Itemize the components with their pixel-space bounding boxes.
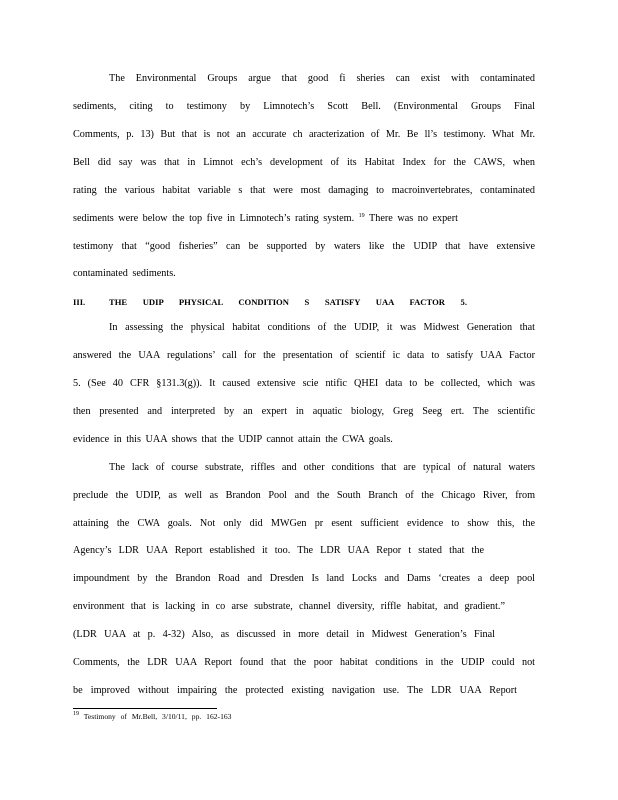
paragraph-line: (LDR UAA at p. 4-32) Also, as discussed in more detail in Midwest Generation’s Final	[73, 629, 495, 640]
paragraph-line: Comments, p. 13) But that is not an accurate ch aracterization of Mr. Be ll’s testimony. What Mr.	[73, 129, 535, 140]
heading-word: THE	[109, 297, 128, 307]
footnote-marker: 19	[73, 711, 79, 717]
paragraph-line: then presented and interpreted by an expert in aquatic biology, Greg Seeg ert. The scientific	[73, 406, 535, 417]
heading-word: CONDITION	[238, 297, 289, 307]
paragraph-line: Comments, the LDR UAA Report found that the poor habitat conditions in the UDIP could not	[73, 657, 535, 668]
footnote-separator	[73, 708, 217, 709]
paragraph-line: In assessing the physical habitat conditions of the UDIP, it was Midwest Generation that	[109, 322, 535, 333]
paragraph-line: sediments, citing to testimony by Limnotech’s Scott Bell. (Environmental Groups Final	[73, 101, 535, 112]
footnote-text: Testimony of Mr.Bell, 3/10/11, pp. 162-163	[83, 712, 232, 721]
paragraph-line: preclude the UDIP, as well as Brandon Pool and the South Branch of the Chicago River, from	[73, 490, 535, 501]
paragraph-line: Agency’s LDR UAA Report established it too. The LDR UAA Repor t stated that the	[73, 545, 484, 556]
paragraph-line: Bell did say was that in Limnot ech’s development of its Habitat Index for the CAWS, when	[73, 157, 535, 168]
paragraph-line: 5. (See 40 CFR §131.3(g)). It caused extensive scie ntific QHEI data to be collected, which was	[73, 378, 535, 389]
paragraph-line: answered the UAA regulations’ call for the presentation of scientif ic data to satisfy UAA Factor	[73, 350, 535, 361]
paragraph-line: rating the various habitat variable s that were most damaging to macroinvertebrates, contaminated	[73, 185, 535, 196]
paragraph-line: environment that is lacking in co arse substrate, channel diversity, riffle habitat, and gradient.”	[73, 601, 505, 612]
heading-word: PHYSICAL	[178, 297, 223, 307]
paragraph-line: be improved without impairing the protected existing navigation use. The LDR UAA Report	[73, 685, 517, 696]
paragraph-line: testimony that “good fisheries” can be supported by waters like the UDIP that have extensive	[73, 241, 535, 252]
paragraph-text: sediments were below the top five in Limnotech’s rating system.	[73, 213, 355, 224]
paragraph-line: contaminated sediments.	[73, 268, 176, 279]
heading-word: UDIP	[142, 297, 164, 307]
paragraph-line: evidence in this UAA shows that the UDIP cannot attain the CWA goals.	[73, 434, 393, 445]
paragraph-text: There was no expert	[369, 213, 458, 224]
heading-word: S SATISFY	[304, 297, 361, 307]
heading-word: 5.	[460, 297, 467, 307]
paragraph-line: impoundment by the Brandon Road and Dresden Is land Locks and Dams ‘creates a deep pool	[73, 573, 535, 584]
heading-word: FACTOR	[409, 297, 445, 307]
paragraph-line: The lack of course substrate, riffles and other conditions that are typical of natural waters	[109, 462, 535, 473]
section-title	[109, 296, 467, 308]
footnote	[73, 712, 231, 722]
section-number: III.	[73, 297, 86, 307]
paragraph-line: attaining the CWA goals. Not only did MWGen pr esent sufficient evidence to show this, the	[73, 518, 535, 529]
paragraph-line-with-footnote	[73, 213, 458, 225]
paragraph-line: The Environmental Groups argue that good fi sheries can exist with contaminated	[109, 73, 535, 84]
footnote-reference: 19	[358, 213, 365, 219]
heading-word: UAA	[375, 297, 394, 307]
